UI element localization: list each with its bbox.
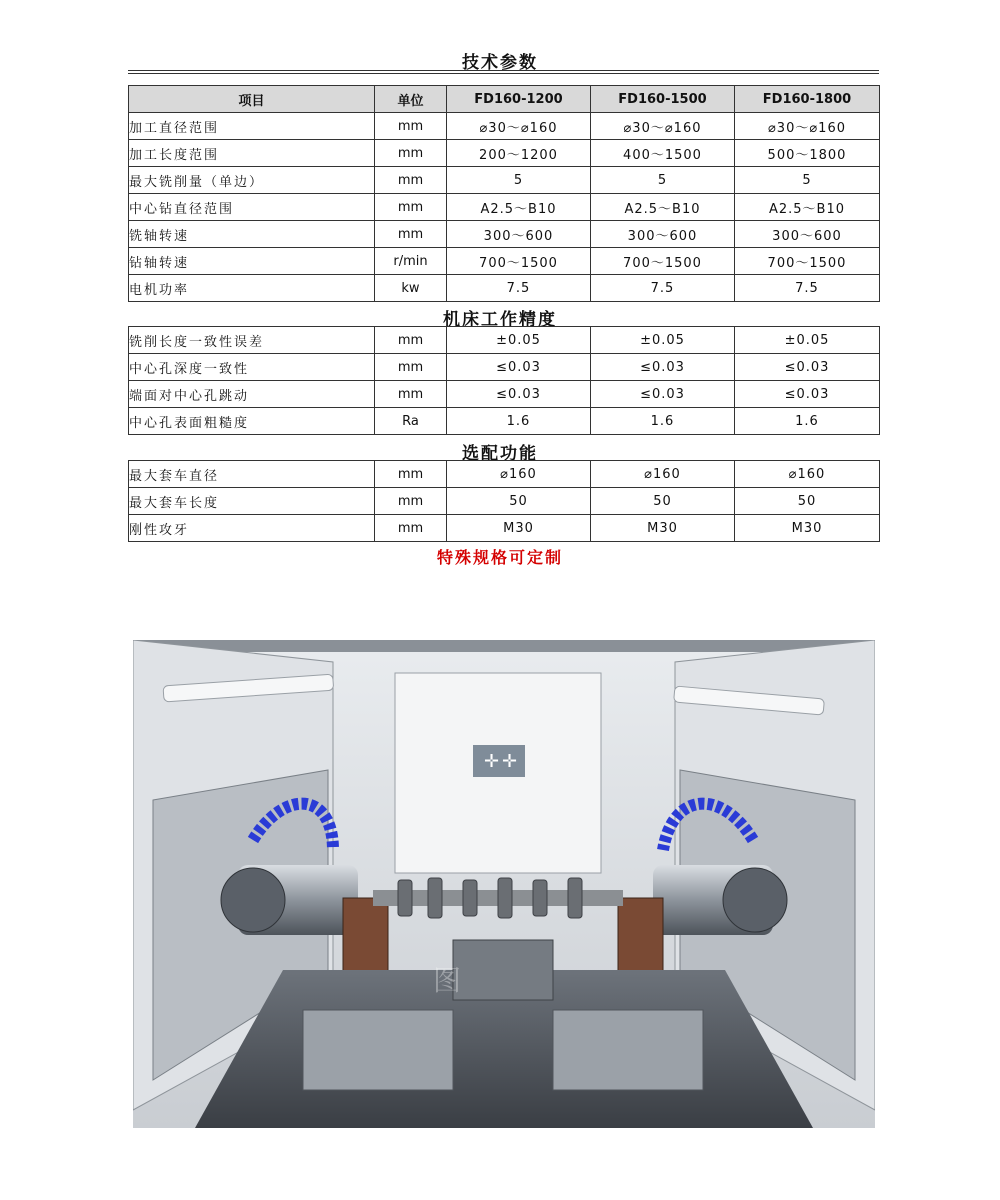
- value-cell: 7.5: [591, 275, 735, 302]
- value-cell: 1.6: [735, 408, 880, 435]
- value-cell: M30: [591, 515, 735, 542]
- header-cell: FD160-1500: [591, 86, 735, 113]
- table-row: [129, 381, 880, 408]
- item-cell: 电机功率: [129, 275, 375, 302]
- table-row: [129, 327, 880, 354]
- value-cell: ≤0.03: [591, 354, 735, 381]
- unit-cell: mm: [375, 515, 447, 542]
- precision-title: 机床工作精度: [443, 310, 557, 330]
- machine-photo: [133, 640, 875, 1128]
- unit-cell: mm: [375, 221, 447, 248]
- value-cell: ±0.05: [591, 327, 735, 354]
- item-cell: 钻轴转速: [129, 248, 375, 275]
- machine-photo-drawing: [133, 640, 875, 1128]
- value-cell: 400～1500: [591, 140, 735, 167]
- value-cell: ≤0.03: [735, 381, 880, 408]
- options-table: [128, 460, 880, 542]
- item-cell: 端面对中心孔跳动: [129, 381, 375, 408]
- header-cell: 项目: [129, 86, 375, 113]
- unit-cell: mm: [375, 488, 447, 515]
- table-row: [129, 194, 880, 221]
- value-cell: ⌀30～⌀160: [735, 113, 880, 140]
- svg-text:✛: ✛: [484, 751, 500, 772]
- table-row: [129, 354, 880, 381]
- header-cell: FD160-1800: [735, 86, 880, 113]
- value-cell: ≤0.03: [447, 381, 591, 408]
- precision-table: [128, 326, 880, 435]
- item-cell: 中心孔表面粗糙度: [129, 408, 375, 435]
- item-cell: 刚性攻牙: [129, 515, 375, 542]
- value-cell: A2.5～B10: [447, 194, 591, 221]
- unit-cell: mm: [375, 113, 447, 140]
- table-row: [129, 461, 880, 488]
- table-row: [129, 275, 880, 302]
- unit-cell: mm: [375, 354, 447, 381]
- unit-cell: mm: [375, 140, 447, 167]
- unit-cell: kw: [375, 275, 447, 302]
- value-cell: A2.5～B10: [591, 194, 735, 221]
- value-cell: ⌀30～⌀160: [591, 113, 735, 140]
- item-cell: 铣削长度一致性误差: [129, 327, 375, 354]
- table-row: [129, 140, 880, 167]
- value-cell: 1.6: [591, 408, 735, 435]
- item-cell: 铣轴转速: [129, 221, 375, 248]
- value-cell: M30: [735, 515, 880, 542]
- value-cell: 7.5: [447, 275, 591, 302]
- value-cell: ⌀30～⌀160: [447, 113, 591, 140]
- item-cell: 最大套车长度: [129, 488, 375, 515]
- value-cell: ±0.05: [735, 327, 880, 354]
- item-cell: 中心钻直径范围: [129, 194, 375, 221]
- unit-cell: mm: [375, 194, 447, 221]
- item-cell: 最大套车直径: [129, 461, 375, 488]
- header-cell: 单位: [375, 86, 447, 113]
- table-row: [129, 221, 880, 248]
- value-cell: ⌀160: [447, 461, 591, 488]
- table-row: [129, 488, 880, 515]
- value-cell: 1.6: [447, 408, 591, 435]
- value-cell: 300～600: [735, 221, 880, 248]
- table-row: [129, 515, 880, 542]
- value-cell: 7.5: [735, 275, 880, 302]
- svg-text:✛: ✛: [502, 751, 518, 772]
- value-cell: 50: [447, 488, 591, 515]
- table-row: [129, 113, 880, 140]
- value-cell: ≤0.03: [735, 354, 880, 381]
- options-title: 选配功能: [462, 444, 538, 464]
- value-cell: 500～1800: [735, 140, 880, 167]
- spec-header-row: [129, 86, 880, 113]
- unit-cell: Ra: [375, 408, 447, 435]
- item-cell: 最大铣削量（单边）: [129, 167, 375, 194]
- value-cell: 300～600: [591, 221, 735, 248]
- unit-cell: mm: [375, 461, 447, 488]
- value-cell: 700～1500: [591, 248, 735, 275]
- spec-title: 技术参数: [462, 53, 538, 73]
- table-row: [129, 167, 880, 194]
- value-cell: ±0.05: [447, 327, 591, 354]
- item-cell: 中心孔深度一致性: [129, 354, 375, 381]
- value-cell: ⌀160: [591, 461, 735, 488]
- header-cell: FD160-1200: [447, 86, 591, 113]
- customization-note: 特殊规格可定制: [436, 548, 563, 567]
- value-cell: 300～600: [447, 221, 591, 248]
- table-row: [129, 408, 880, 435]
- value-cell: 700～1500: [735, 248, 880, 275]
- value-cell: 5: [735, 167, 880, 194]
- value-cell: 50: [591, 488, 735, 515]
- value-cell: ≤0.03: [447, 354, 591, 381]
- value-cell: A2.5～B10: [735, 194, 880, 221]
- value-cell: 50: [735, 488, 880, 515]
- unit-cell: mm: [375, 167, 447, 194]
- value-cell: 5: [447, 167, 591, 194]
- item-cell: 加工直径范围: [129, 113, 375, 140]
- title-rule: [128, 70, 879, 71]
- unit-cell: mm: [375, 327, 447, 354]
- value-cell: 200～1200: [447, 140, 591, 167]
- unit-cell: mm: [375, 381, 447, 408]
- spec-table: [128, 85, 880, 302]
- unit-cell: r/min: [375, 248, 447, 275]
- value-cell: ⌀160: [735, 461, 880, 488]
- value-cell: 700～1500: [447, 248, 591, 275]
- value-cell: ≤0.03: [591, 381, 735, 408]
- value-cell: M30: [447, 515, 591, 542]
- item-cell: 加工长度范围: [129, 140, 375, 167]
- value-cell: 5: [591, 167, 735, 194]
- title-rule: [128, 73, 879, 74]
- watermark: 图: [433, 964, 462, 997]
- table-row: [129, 248, 880, 275]
